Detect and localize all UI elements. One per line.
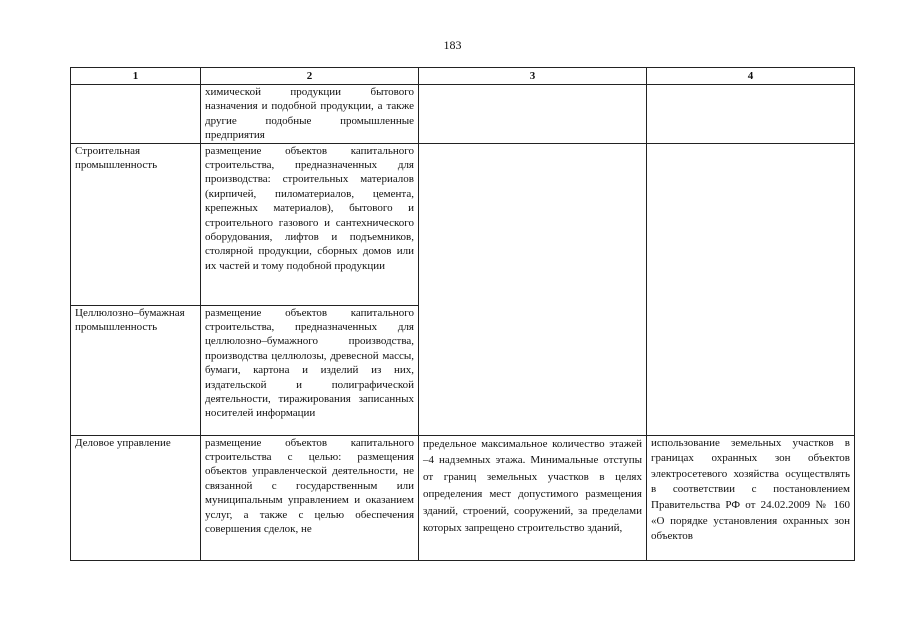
column-header-3: 3 (419, 68, 647, 85)
restrictions-cell (647, 143, 855, 305)
table-row (71, 143, 855, 305)
use-type-name: Целлюлозно–бумажная промышленность (71, 305, 201, 435)
building-parameters-cell (419, 85, 647, 144)
use-type-name (71, 85, 201, 144)
table-row (71, 305, 855, 435)
land-use-table (70, 67, 855, 561)
use-type-name: Строительная промышленность (71, 143, 201, 305)
column-header-1: 1 (71, 68, 201, 85)
use-type-name: Деловое управление (71, 435, 201, 560)
table-row (71, 85, 855, 144)
building-parameters-cell (419, 143, 647, 305)
use-type-description: размещение объектов капитального строительства с целью: размещения объектов управленческой деятельности, не связанной с государственным или муниципальным управлением и оказанием услуг, а также с целью обеспечения совершения сделок, не (201, 435, 419, 560)
column-header-2: 2 (201, 68, 419, 85)
page-number: 183 (443, 38, 462, 52)
column-header-4: 4 (647, 68, 855, 85)
restrictions-cell: использование земельных участков в границах охранных зон объектов электросетевого хозяйства осуществлять в соответствии с постановлением Правительства РФ от 24.02.2009 № 160 «О порядке установления охранных зон объектов (647, 435, 855, 560)
use-type-description: размещение объектов капитального строительства, предназначенных для производства: строительных материалов (кирпичей, пиломатериалов, цемента, крепежных материалов), бытового и строительного газового и сантехнического оборудования, лифтов и подъемников, столярной продукции, сборных домов или их частей и тому подобной продукции (201, 143, 419, 305)
use-type-description: размещение объектов капитального строительства, предназначенных для целлюлозно–бумажного производства, производства целлюлозы, древесной массы, бумаги, картона и изделий из них, издательской и полиграфической деятельности, тиражирования записанных носителей информации (201, 305, 419, 435)
restrictions-cell (647, 85, 855, 144)
use-type-description: химической продукции бытового назначения и подобной продукции, а также другие подобные промышленные предприятия (201, 85, 419, 144)
table-header-row (71, 68, 855, 85)
building-parameters-cell: предельное максимальное количество этажей –4 надземных этажа. Минимальные отступы от границ земельных участков в целях определения мест допустимого размещения зданий, строений, сооружений, за пределами которых запрещено строительство зданий, (419, 435, 647, 560)
building-parameters-cell (419, 305, 647, 435)
restrictions-cell (647, 305, 855, 435)
table-row (71, 435, 855, 560)
